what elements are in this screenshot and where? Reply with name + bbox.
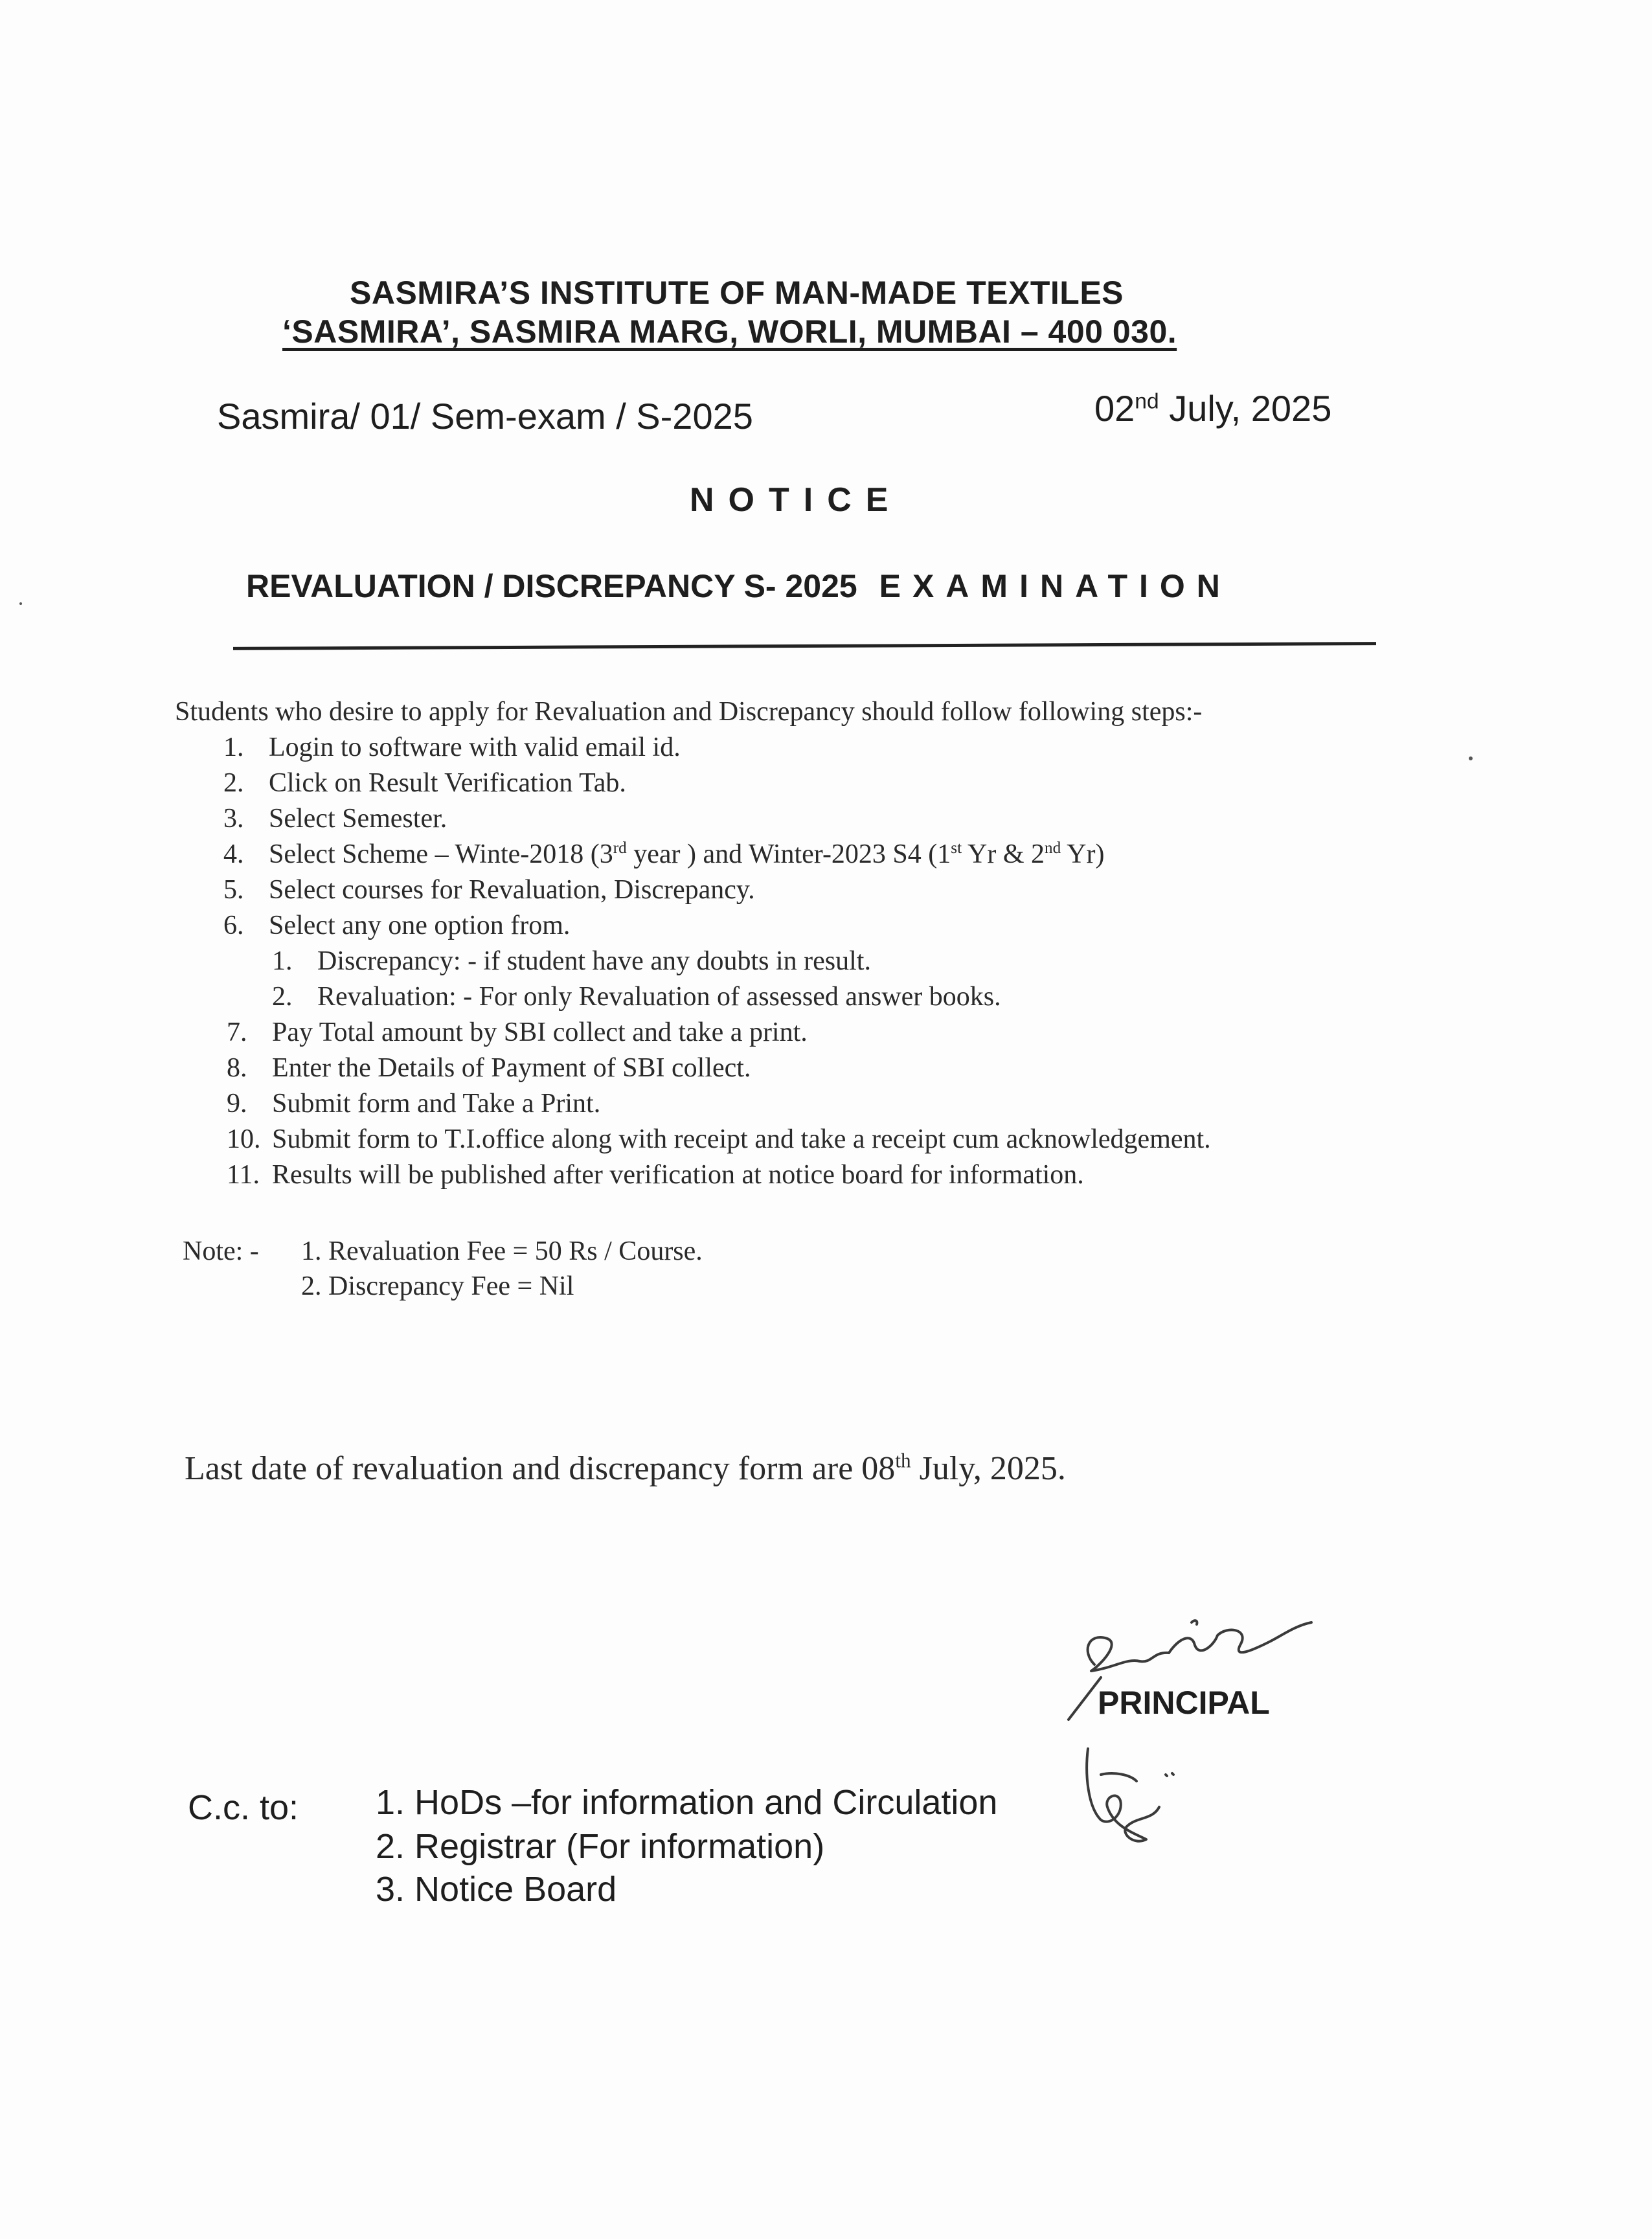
scan-speck (19, 602, 22, 605)
sub-step-item (272, 981, 1001, 1012)
last-date-sup: th (895, 1449, 911, 1472)
signatory-title: PRINCIPAL (1098, 1685, 1270, 1721)
note-item: 2. Discrepancy Fee = Nil (301, 1271, 574, 1301)
step-number: 1. (272, 946, 293, 976)
cc-label: C.c. to: (188, 1788, 299, 1827)
note-item: 1. Revaluation Fee = 50 Rs / Course. (301, 1236, 703, 1266)
step-text: Revaluation: - For only Revaluation of assessed answer books. (317, 982, 1001, 1012)
cc-item: 2. Registrar (For information) (376, 1827, 825, 1866)
step-text: Click on Result Verification Tab. (269, 768, 626, 798)
date-suffix: nd (1135, 389, 1159, 414)
step-sup: rd (613, 839, 627, 857)
subject-main: REVALUATION / DISCREPANCY S- 2025 (246, 568, 857, 604)
scan-speck (1469, 756, 1473, 760)
step-text: Pay Total amount by SBI collect and take a print. (272, 1017, 808, 1047)
intro-text: Students who desire to apply for Revaluation and Discrepancy should follow following steps:- (175, 697, 1203, 727)
cc-item: 1. HoDs –for information and Circulation (376, 1783, 998, 1822)
last-date-text (185, 1449, 1066, 1488)
step-text: Submit form and Take a Print. (272, 1089, 601, 1119)
step-number: 9. (227, 1089, 247, 1119)
step-item (227, 1124, 1211, 1155)
step-item (223, 767, 626, 799)
step-item (223, 732, 681, 763)
divider-rule (233, 642, 1376, 650)
institute-name: SASMIRA’S INSTITUTE OF MAN-MADE TEXTILES (350, 275, 1124, 311)
step-text: Select courses for Revaluation, Discrepancy. (269, 875, 755, 905)
step-item (227, 1052, 751, 1084)
institute-address: ‘SASMIRA’, SASMIRA MARG, WORLI, MUMBAI – 400 030. (282, 313, 1177, 350)
date-day: 02 (1094, 388, 1135, 429)
step-number: 2. (223, 768, 244, 798)
note-label: Note: - (183, 1236, 259, 1266)
step-number: 11. (227, 1160, 260, 1190)
step-text-part: Select Scheme – Winte-2018 (3 (269, 839, 613, 869)
step-number: 6. (223, 911, 244, 940)
date-rest: July, 2025 (1159, 388, 1332, 429)
last-date-before: Last date of revaluation and discrepancy form are 08 (185, 1450, 896, 1487)
step-text-part: Yr & 2 (962, 839, 1045, 869)
step-text: Enter the Details of Payment of SBI collect. (272, 1053, 751, 1083)
step-text: Discrepancy: - if student have any doubts in result. (317, 946, 871, 976)
step-number: 3. (223, 804, 244, 834)
step-number: 10. (227, 1124, 261, 1154)
notice-title: NOTICE (690, 481, 903, 519)
step-item (227, 1017, 808, 1048)
cc-item: 3. Notice Board (376, 1870, 617, 1909)
step-item (223, 803, 447, 834)
step-text: Select Semester. (269, 804, 447, 834)
sub-step-item (272, 946, 871, 977)
step-text: Select any one option from. (269, 911, 571, 940)
step-number: 8. (227, 1053, 247, 1083)
reference-number: Sasmira/ 01/ Sem-exam / S-2025 (217, 396, 753, 437)
step-item (223, 910, 570, 941)
step-item (227, 1088, 600, 1119)
step-item (223, 874, 755, 905)
initials-image (1075, 1736, 1192, 1865)
step-sup: nd (1045, 839, 1061, 857)
notice-date (1094, 387, 1331, 429)
step-number: 2. (272, 982, 293, 1012)
subject-examination: EXAMINATION (879, 568, 1232, 604)
step-text: Submit form to T.I.office along with receipt and take a receipt cum acknowledgement. (272, 1124, 1211, 1154)
step-item (223, 839, 1104, 870)
step-number: 4. (223, 839, 244, 869)
notice-subject (246, 567, 1232, 605)
step-text: Results will be published after verification at notice board for information. (272, 1160, 1084, 1190)
step-item (227, 1159, 1084, 1190)
step-text: Login to software with valid email id. (269, 733, 681, 762)
step-number: 5. (223, 875, 244, 905)
step-text-part: Yr) (1061, 839, 1105, 869)
step-text-part: year ) and Winter-2023 S4 (1 (626, 839, 951, 869)
step-sup: st (951, 839, 962, 857)
step-number: 1. (223, 733, 244, 762)
step-number: 7. (227, 1017, 247, 1047)
last-date-after: July, 2025. (911, 1450, 1066, 1487)
